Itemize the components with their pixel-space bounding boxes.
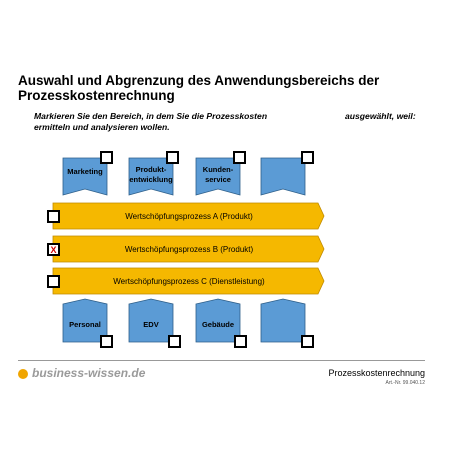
top-department-label: Kunden-: [202, 165, 234, 174]
process-a: [48, 203, 324, 229]
top-department-shape: [261, 158, 305, 195]
top-department-checkbox[interactable]: [167, 152, 178, 163]
bottom-department-checkbox[interactable]: [101, 336, 112, 347]
top-department-produktentwicklung: [129, 152, 178, 195]
instruction-right: ausgewählt, weil:: [345, 111, 416, 121]
title-line-1: Auswahl und Abgrenzung des Anwendungsbereichs der: [18, 73, 380, 88]
footer-divider: [18, 360, 425, 361]
bottom-department-checkbox[interactable]: [302, 336, 313, 347]
top-department-checkbox[interactable]: [101, 152, 112, 163]
bottom-department-checkbox[interactable]: [169, 336, 180, 347]
instruction-line-1: Markieren Sie den Bereich, in dem Sie die Prozesskosten: [34, 111, 268, 121]
top-department-checkbox[interactable]: [234, 152, 245, 163]
bottom-department-empty: [261, 299, 313, 347]
process-check-mark: X: [50, 245, 57, 255]
logo-dot-icon: [18, 369, 28, 379]
top-department-checkbox[interactable]: [302, 152, 313, 163]
process-label: Wertschöpfungsprozess B (Produkt): [124, 245, 254, 254]
process-label: Wertschöpfungsprozess C (Dienstleistung): [113, 277, 265, 286]
title-line-2: Prozesskostenrechnung: [18, 88, 175, 103]
top-department-label-2: service: [205, 175, 231, 184]
logo-text: business-wissen.de: [32, 366, 146, 380]
process-checkbox[interactable]: [48, 211, 59, 222]
top-department-marketing: [63, 152, 112, 195]
bottom-department-shape: [261, 299, 305, 342]
top-department-label: Marketing: [67, 167, 103, 176]
instruction-line-2: ermitteln und analysieren wollen.: [34, 122, 170, 132]
bottom-department-checkbox[interactable]: [235, 336, 246, 347]
top-department-kundenservice: [196, 152, 245, 195]
bottom-department-label: Personal: [69, 320, 101, 329]
top-department-empty: [261, 152, 313, 195]
process-label: Wertschöpfungsprozess A (Produkt): [125, 212, 253, 221]
footer-article-number: Art.-Nr. 99.040.12: [385, 380, 425, 386]
top-department-label: Produkt-: [135, 165, 167, 174]
process-checkbox[interactable]: [48, 276, 59, 287]
bottom-department-edv: [129, 299, 180, 347]
bottom-department-label: EDV: [143, 320, 159, 329]
footer-title: Prozesskostenrechnung: [328, 368, 425, 378]
process-b: [48, 236, 324, 262]
bottom-department-personal: [63, 299, 112, 347]
bottom-department-label: Gebäude: [201, 320, 235, 329]
process-c: [48, 268, 324, 294]
top-department-label-2: entwicklung: [129, 175, 173, 184]
bottom-department-gebaeude: [196, 299, 246, 347]
